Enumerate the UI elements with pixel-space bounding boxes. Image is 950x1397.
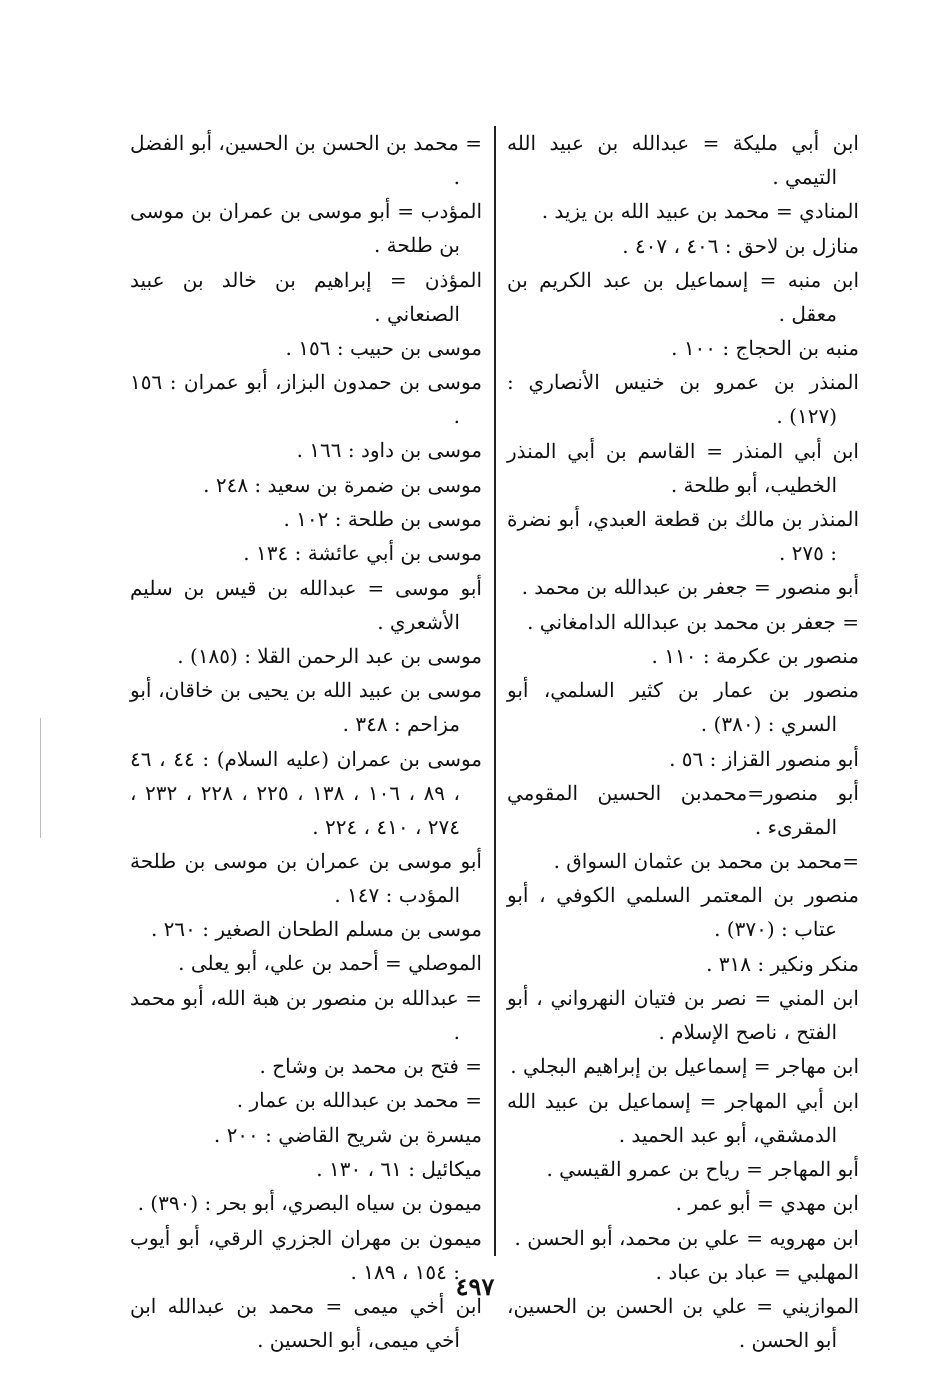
index-entry: ابن مهاجر = إسماعيل بن إبراهيم البجلي .	[510, 1054, 859, 1079]
index-entry: ميمون بن مهران الجزري الرقي، أبو أيوب : ١٥٤ ، ١٨٩ .	[130, 1225, 482, 1284]
index-entry: منصور بن المعتمر السلمي الكوفي ، أبو عتاب : (٣٧٠) .	[507, 883, 859, 942]
index-entry: = عبدالله بن منصور بن هبة الله، أبو محمد .	[130, 985, 482, 1044]
index-entry: = محمد بن الحسن بن الحسين، أبو الفضل .	[130, 131, 482, 189]
index-entry: منبه بن الحجاج : ١٠٠ .	[671, 336, 859, 361]
index-entry: منازل بن لاحق : ٤٠٦ ، ٤٠٧ .	[622, 233, 859, 258]
index-entry: موسى بن طلحة : ١٠٢ .	[283, 507, 482, 532]
index-entry: موسى بن عمران (عليه السلام) : ٤٤ ، ٤٦ ، ٨٩ ، ١٠٦ ، ١٣٨ ، ٢٢٥ ، ٢٢٨ ، ٢٣٢ ، ٢٧٤ ، ٤١٠ ، ٢٢٤ .	[130, 746, 483, 839]
index-entry: موسى بن عبد الرحمن القلا : (١٨٥) .	[177, 643, 482, 668]
index-entry: ميمون بن سياه البصري، أبو بحر : (٣٩٠) .	[137, 1191, 482, 1216]
index-entry: = فتح بن محمد بن وشاح .	[259, 1054, 482, 1079]
index-entry: أبو منصور = جعفر بن عبدالله بن محمد .	[521, 575, 859, 600]
index-entry: موسى بن أبي عائشة : ١٣٤ .	[243, 541, 482, 566]
index-entry: ابن أبي المنذر = القاسم بن أبي المنذر الخطيب، أبو طلحة .	[507, 438, 859, 497]
index-entry: ابن المني = نصر بن فتيان النهرواني ، أبو الفتح ، ناصح الإسلام .	[507, 986, 859, 1045]
page-number: ٤٩٧	[455, 1272, 495, 1301]
index-entry: منصور بن عمار بن كثير السلمي، أبو السري : (٣٨٠) .	[507, 678, 859, 737]
index-entry: ابن أخي ميمى = محمد بن عبدالله ابن أخي ميمى، أبو الحسين .	[130, 1293, 482, 1352]
index-entry: موسى بن عبيد الله بن يحيى بن خاقان، أبو مزاحم : ٣٤٨ .	[130, 678, 482, 737]
index-entry: ابن مهرويه = علي بن محمد، أبو الحسن .	[514, 1225, 859, 1250]
right-column	[507, 126, 859, 1357]
index-entry: = محمد بن عبدالله بن عمار .	[236, 1088, 482, 1113]
index-entry: أبو المهاجر = رياح بن عمرو القيسي .	[546, 1156, 859, 1181]
index-entry: موسى بن داود : ١٦٦ .	[296, 438, 482, 463]
left-column	[130, 126, 482, 1357]
index-entry: ابن مهدي = أبو عمر .	[675, 1191, 859, 1216]
index-entry: الموصلي = أحمد بن علي، أبو يعلى .	[178, 951, 482, 976]
index-entry: =محمد بن محمد بن عثمان السواق .	[553, 849, 859, 874]
index-entry: موسى بن ضمرة بن سعيد : ٢٤٨ .	[203, 472, 482, 497]
index-entry: المؤذن = إبراهيم بن خالد بن عبيد الصنعاني .	[130, 267, 482, 326]
scan-edge-mark	[40, 718, 41, 838]
index-entry: ميسرة بن شريح القاضي : ٢٠٠ .	[213, 1122, 482, 1147]
index-entry: منكر ونكير : ٣١٨ .	[706, 951, 859, 976]
index-entry: أبو منصور القزاز : ٥٦ .	[669, 746, 859, 771]
index-entry: المؤدب = أبو موسى بن عمران بن موسى بن طلحة .	[130, 199, 482, 258]
index-entry: ميكائيل : ٦١ ، ١٣٠ .	[316, 1156, 482, 1181]
index-entry: ابن أبي مليكة = عبدالله بن عبيد الله التيمي .	[507, 131, 859, 189]
index-entry: ابن أبي المهاجر = إسماعيل بن عبيد الله الدمشقي، أبو عبد الحميد .	[507, 1088, 859, 1147]
index-entry: موسى بن حمدون البزاز، أبو عمران : ١٥٦ .	[130, 370, 482, 429]
index-entry: منصور بن عكرمة : ١١٠ .	[651, 643, 859, 668]
index-entry: موسى بن مسلم الطحان الصغير : ٢٦٠ .	[150, 917, 482, 942]
index-entry: أبو موسى بن عمران بن موسى بن طلحة المؤدب : ١٤٧ .	[130, 848, 482, 907]
index-entry: المهلبي = عباد بن عباد .	[655, 1259, 859, 1284]
index-entry: المنذر بن عمرو بن خنيس الأنصاري : (١٢٧) .	[507, 370, 859, 429]
index-entry: ابن منبه = إسماعيل بن عبد الكريم بن معقل .	[507, 267, 859, 326]
index-entry: الموازيني = علي بن الحسن بن الحسين، أبو الحسن .	[507, 1294, 859, 1353]
index-entry: = جعفر بن محمد بن عبدالله الدامغاني .	[527, 609, 859, 634]
index-entry: أبو موسى = عبدالله بن قيس بن سليم الأشعري .	[130, 575, 482, 634]
index-entry: أبو منصور=محمدبن الحسين المقومي المقرىء .	[507, 780, 859, 839]
index-entry: المنادي = محمد بن عبيد الله بن يزيد .	[541, 199, 859, 224]
index-entry: موسى بن حبيب : ١٥٦ .	[285, 335, 482, 360]
column-divider	[494, 126, 496, 1256]
index-entry: المنذر بن مالك بن قطعة العبدي، أبو نضرة : ٢٧٥ .	[507, 507, 859, 566]
